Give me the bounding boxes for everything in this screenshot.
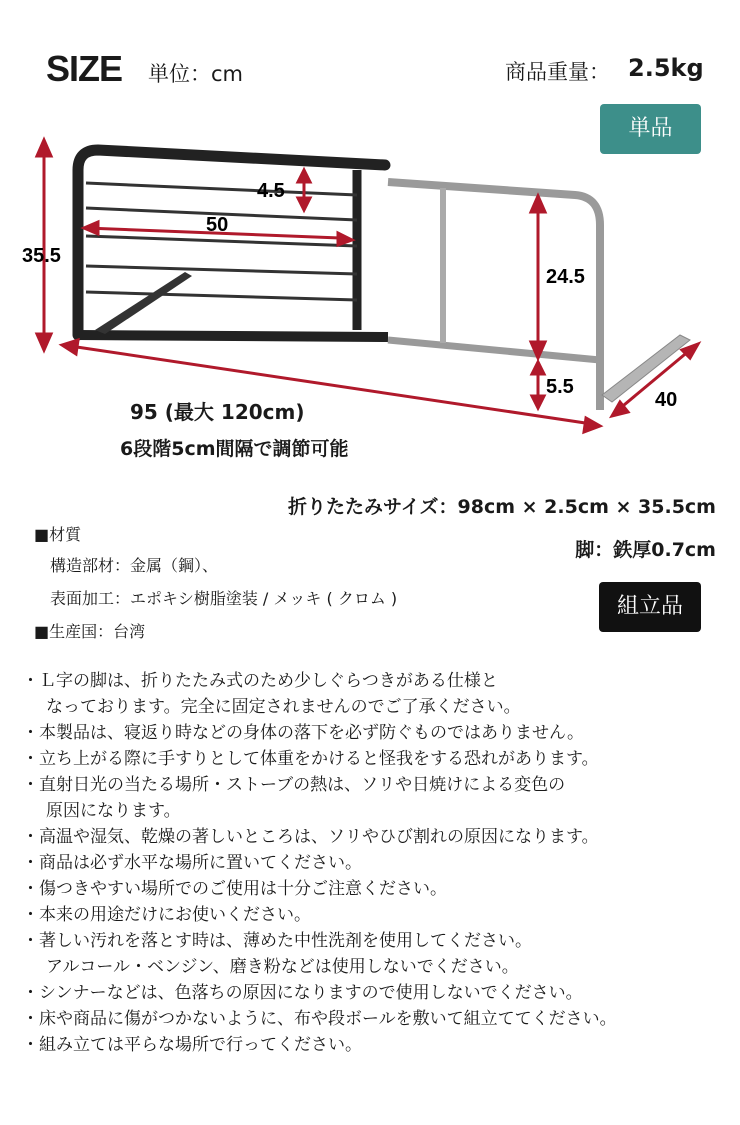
- note-item: ・商品は必ず水平な場所に置いてください。: [22, 853, 362, 873]
- dim-leg-depth: 40: [655, 389, 678, 411]
- note-item: ・組み立ては平らな場所で行ってください。: [22, 1035, 362, 1055]
- dim-height-total: 35.5: [22, 245, 61, 267]
- origin-country: ■生産国：台湾: [34, 622, 146, 641]
- dim-bar-gap: 4.5: [257, 180, 285, 202]
- material-heading: ■材質: [34, 525, 82, 544]
- rail-bar-1: [86, 183, 357, 195]
- note-item: ・Ｌ字の脚は、折りたたみ式のため少しぐらつきがある仕様と なっております。完全に固定されませんのでご了承ください。: [22, 671, 521, 717]
- material-finish: 表面加工：エポキシ樹脂塗装 / メッキ ( クロム ): [50, 589, 398, 608]
- size-heading: SIZE: [46, 48, 123, 89]
- note-item: ・傷つきやすい場所でのご使用は十分ご注意ください。: [22, 879, 447, 899]
- silver-frame-bottom: [388, 340, 600, 360]
- note-item: ・高温や湿気、乾燥の著しいところは、ソリやひび割れの原因になります。: [22, 827, 599, 847]
- material-structure: 構造部材：金属（鋼）、: [50, 556, 219, 575]
- note-item: ・立ち上がる際に手すりとして体重をかけると怪我をする恐れがあります。: [22, 749, 599, 769]
- dim-adjust-note: 6段階5cm間隔で調節可能: [120, 438, 349, 460]
- dim-handle-height: 24.5: [546, 266, 585, 288]
- note-item: ・著しい汚れを落とす時は、薄めた中性洗剤を使用してください。 アルコール・ベンジン、磨き粉などは使用しないでください。: [22, 931, 532, 977]
- leg-spec: 脚：鉄厚0.7cm: [575, 539, 716, 561]
- weight-value: 2.5kg: [628, 54, 704, 82]
- rail-bar-4: [86, 266, 357, 274]
- note-item: ・本来の用途だけにお使いください。: [22, 905, 311, 925]
- bed-rail-diagram: [0, 120, 740, 450]
- black-frame-bottom: [78, 335, 388, 337]
- black-leg: [95, 272, 192, 334]
- dim-width: 95 (最大 120cm): [130, 400, 305, 424]
- single-item-badge: 単品: [600, 104, 701, 154]
- fold-size: 折りたたみサイズ：98cm × 2.5cm × 35.5cm: [288, 496, 716, 518]
- dim-inner-width: 50: [206, 214, 229, 236]
- note-item: ・直射日光の当たる場所・ストーブの熱は、ソリや日焼けによる変色の 原因になります。: [22, 775, 566, 821]
- unit-label: 単位：cm: [148, 62, 244, 86]
- weight-label: 商品重量：: [505, 60, 610, 84]
- note-item: ・シンナーなどは、色落ちの原因になりますので使用しないでください。: [22, 983, 583, 1003]
- note-item: ・床や商品に傷がつかないように、布や段ボールを敷いて組立ててください。: [22, 1009, 617, 1029]
- dim-leg-height: 5.5: [546, 376, 574, 398]
- caution-notes: [22, 668, 732, 1058]
- assembly-badge: 組立品: [599, 582, 701, 632]
- note-item: ・本製品は、寝返り時などの身体の落下を必ず防ぐものではありません。: [22, 723, 585, 743]
- rail-bar-5: [86, 292, 357, 300]
